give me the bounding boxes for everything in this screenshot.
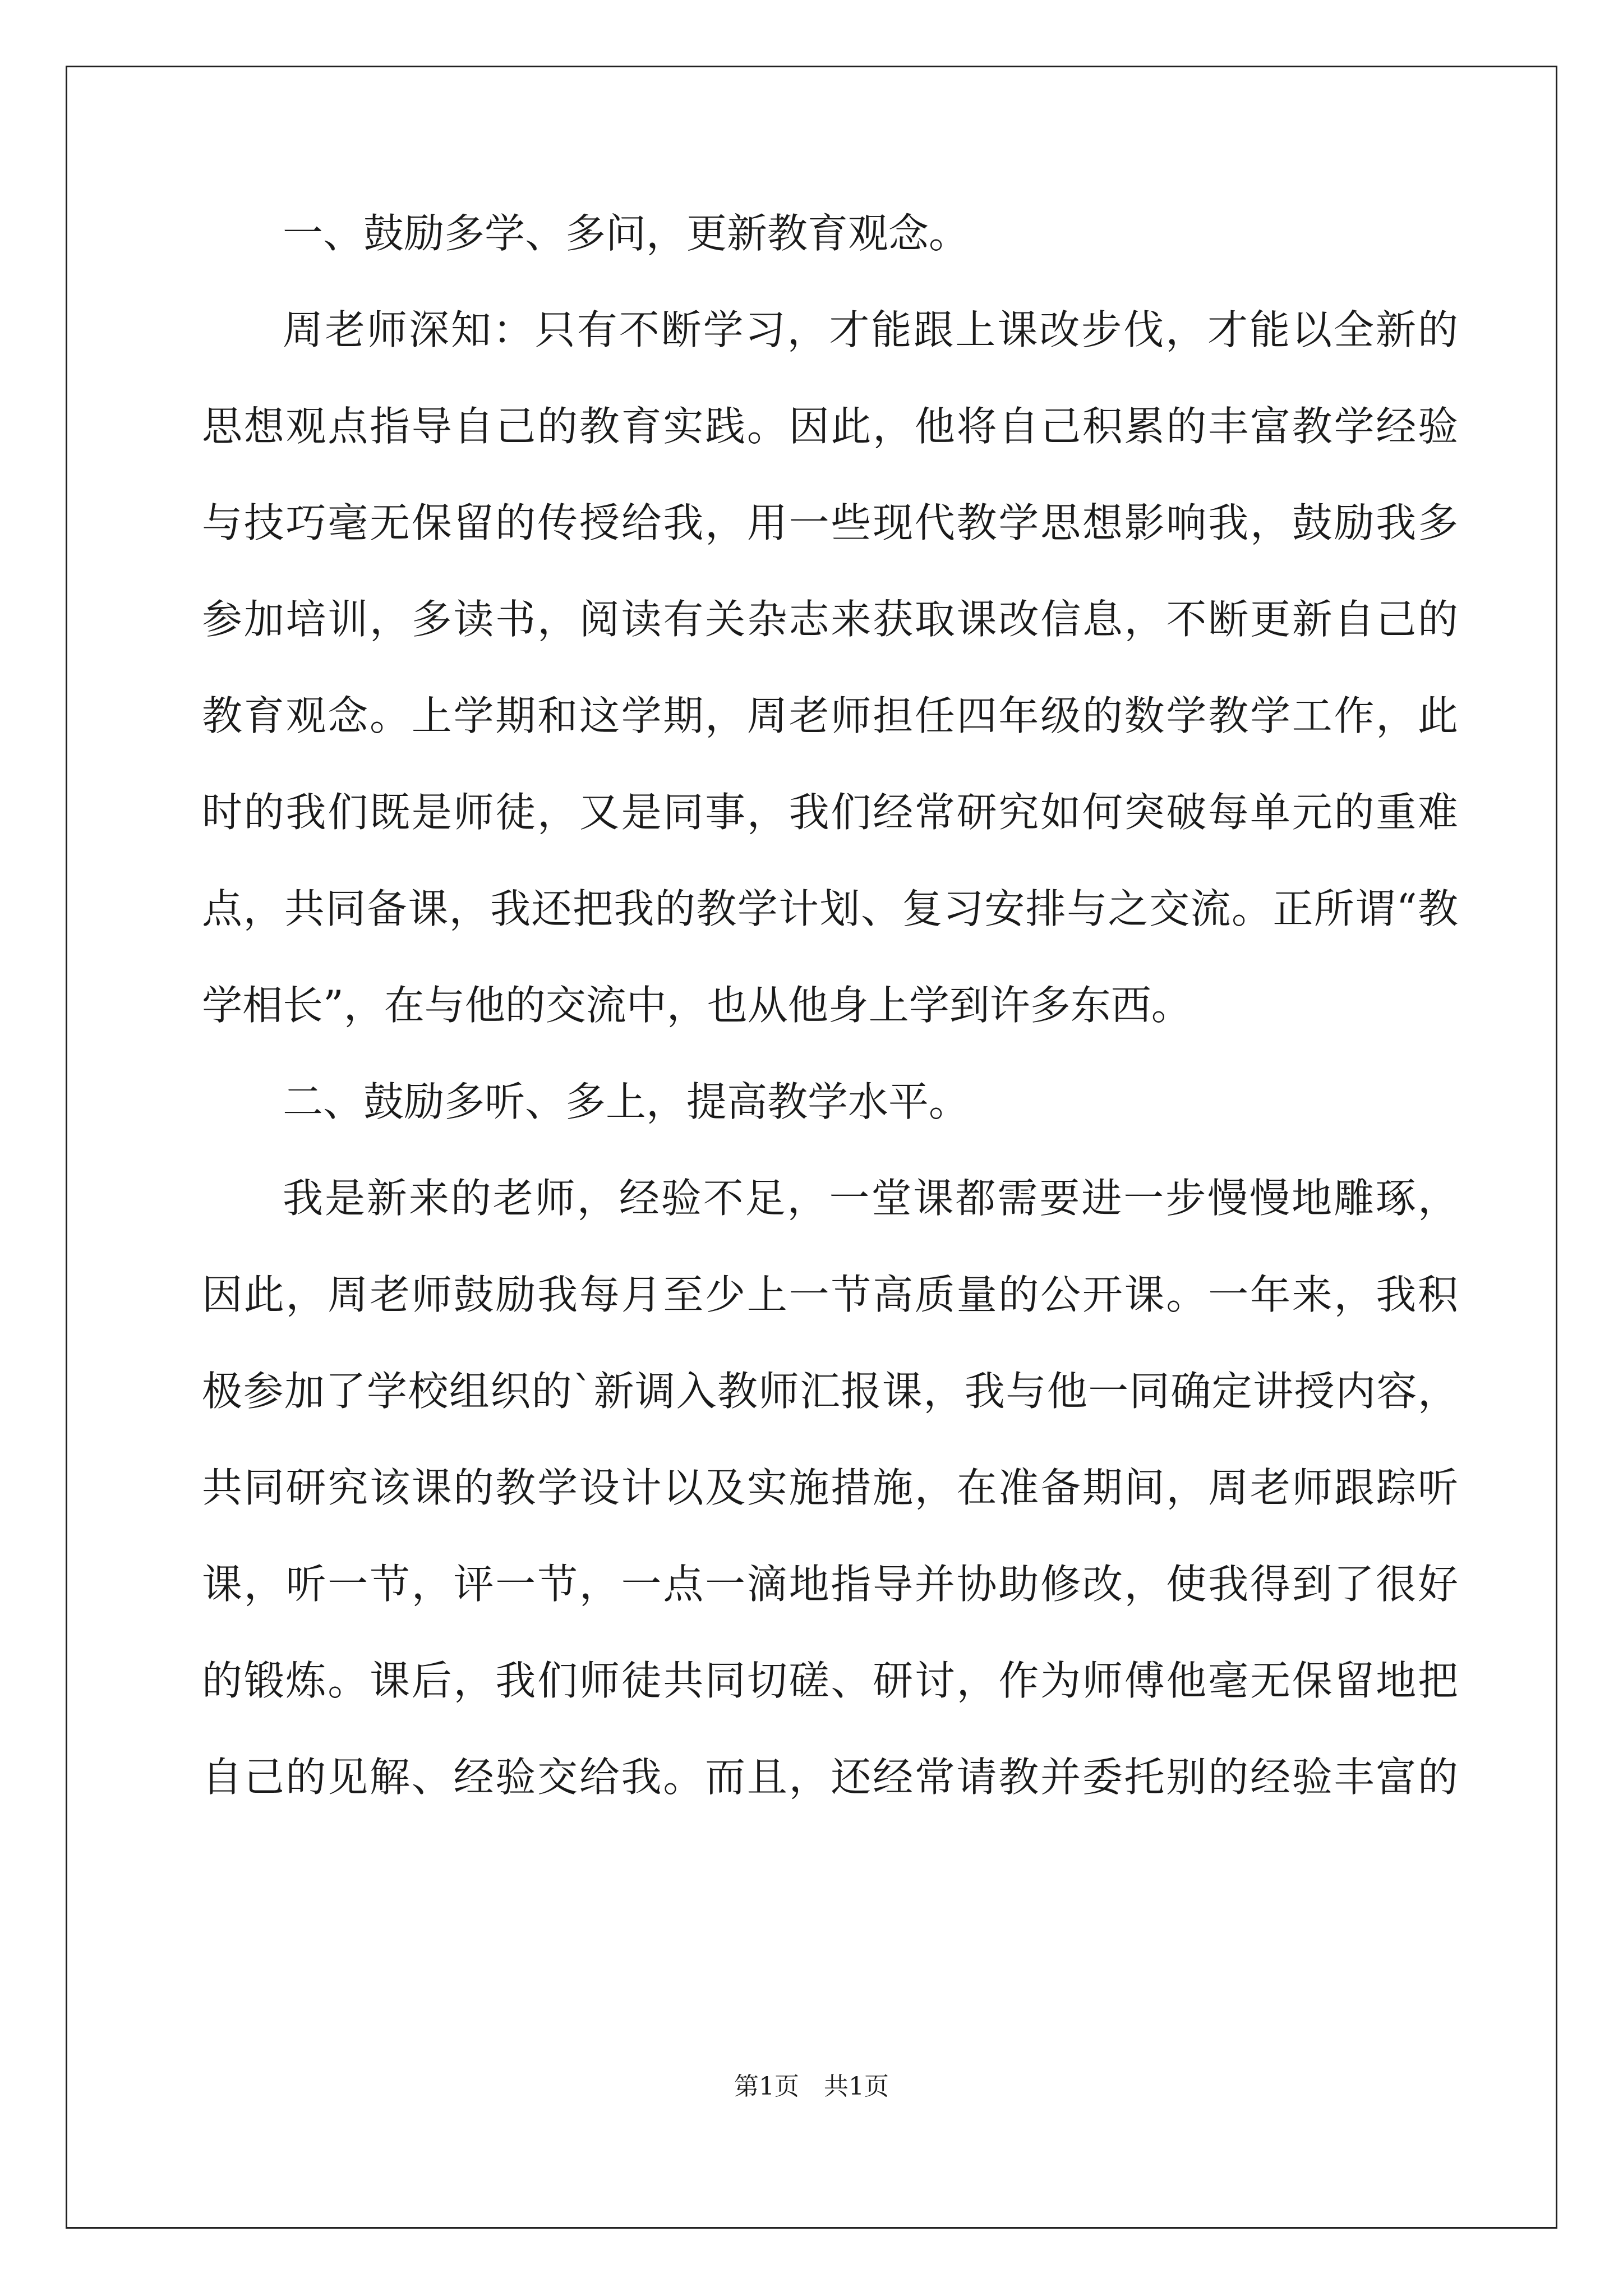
text-line: 自己的见解、经验交给我。而且，还经常请教并委托别的经验丰富的 bbox=[202, 1754, 1458, 1801]
text-line: 与技巧毫无保留的传授给我，用一些现代教学思想影响我，鼓励我多 bbox=[202, 499, 1458, 546]
text-line: 教育观念。上学期和这学期，周老师担任四年级的数学教学工作，此 bbox=[202, 692, 1458, 739]
text-line: 点，共同备课，我还把我的教学计划、复习安排与之交流。正所谓“教 bbox=[202, 885, 1458, 932]
text-line: 因此，周老师鼓励我每月至少上一节高质量的公开课。一年来，我积 bbox=[202, 1271, 1458, 1318]
text-line: 二、鼓励多听、多上，提高教学水平。 bbox=[283, 1078, 970, 1125]
text-line: 我是新来的老师，经验不足，一堂课都需要进一步慢慢地雕琢， bbox=[283, 1175, 1458, 1222]
text-line: 学相长”，在与他的交流中，也从他身上学到许多东西。 bbox=[202, 982, 1192, 1029]
page-number-footer: 第1页 共1页 bbox=[734, 2072, 889, 2101]
text-line: 周老师深知：只有不断学习，才能跟上课改步伐，才能以全新的 bbox=[283, 306, 1458, 353]
text-line: 共同研究该课的教学设计以及实施措施，在准备期间，周老师跟踪听 bbox=[202, 1464, 1458, 1511]
document-body bbox=[202, 185, 1458, 1825]
text-line: 极参加了学校组织的`新调入教师汇报课，我与他一同确定讲授内容， bbox=[202, 1368, 1458, 1415]
text-line: 课，听一节，评一节，一点一滴地指导并协助修改，使我得到了很好 bbox=[202, 1561, 1458, 1608]
text-line: 参加培训，多读书，阅读有关杂志来获取课改信息，不断更新自己的 bbox=[202, 596, 1458, 643]
text-line: 的锻炼。课后，我们师徒共同切磋、研讨，作为师傅他毫无保留地把 bbox=[202, 1657, 1458, 1704]
text-line: 思想观点指导自己的教育实践。因此，他将自己积累的丰富教学经验 bbox=[202, 403, 1458, 450]
text-line: 时的我们既是师徒，又是同事，我们经常研究如何突破每单元的重难 bbox=[202, 789, 1458, 836]
text-line: 一、鼓励多学、多问，更新教育观念。 bbox=[283, 210, 970, 257]
